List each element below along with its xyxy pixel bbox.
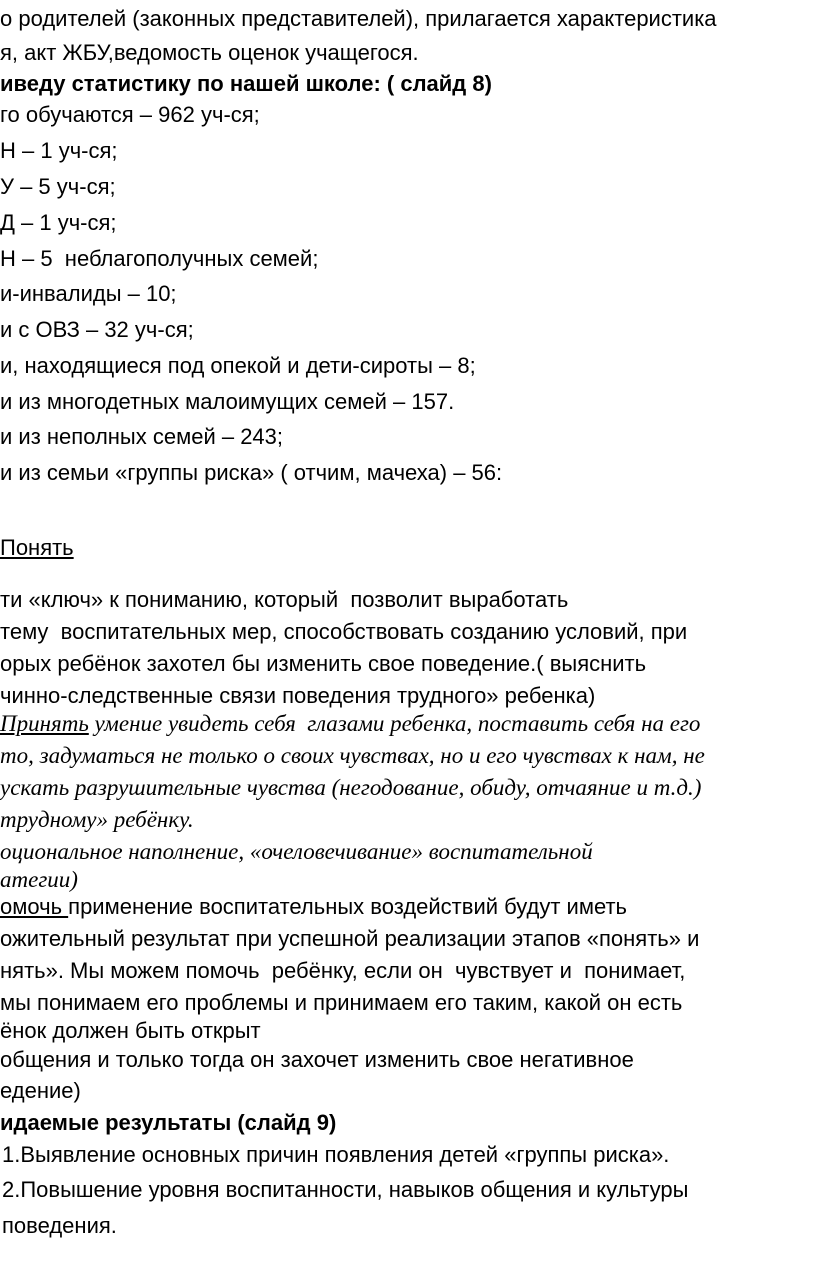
results-item: 1.Выявление основных причин появления детей «группы риска». <box>2 1142 670 1167</box>
stats-heading: иведу статистику по нашей школе: ( слайд 8) <box>0 71 492 96</box>
help-line: ожительный результат при успешной реализации этапов «понять» и <box>0 926 700 951</box>
stats-item: и-инвалиды – 10; <box>0 281 177 306</box>
help-line: общения и только тогда он захочет изменить свое негативное <box>0 1047 634 1072</box>
accept-line: то, задуматься не только о своих чувствах, но и его чувствах к нам, не <box>0 743 705 768</box>
accept-keyword: Принять <box>0 711 89 736</box>
stats-item: и из неполных семей – 243; <box>0 424 284 449</box>
understand-line: тему воспитательных мер, способствовать созданию условий, при <box>0 619 688 644</box>
help-line: ёнок должен быть открыт <box>0 1018 261 1043</box>
stats-item: Д – 1 уч-ся; <box>0 210 117 235</box>
accept-line-1-text: умение увидеть себя глазами ребенка, поставить себя на его <box>88 711 701 736</box>
stats-item: го обучаются – 962 уч-ся; <box>0 102 260 127</box>
results-item: поведения. <box>2 1213 117 1238</box>
stats-item: и из многодетных малоимущих семей – 157. <box>0 389 455 414</box>
stats-item: и из семьи «группы риска» ( отчим, мачеха) – 56: <box>0 460 503 485</box>
results-heading: идаемые результаты (слайд 9) <box>0 1110 337 1135</box>
help-line: едение) <box>0 1078 81 1103</box>
stats-item: и с ОВЗ – 32 уч-ся; <box>0 317 194 342</box>
accept-line: трудному» ребёнку. <box>0 807 194 832</box>
intro-line-1: о родителей (законных представителей), прилагается характеристика <box>0 6 717 31</box>
stats-item: и, находящиеся под опекой и дети-сироты – 8; <box>0 353 476 378</box>
understand-heading: Понять <box>0 535 74 560</box>
help-keyword: омочь <box>0 894 69 919</box>
results-item: 2.Повышение уровня воспитанности, навыков общения и культуры <box>2 1177 689 1202</box>
stats-item: Н – 5 неблагополучных семей; <box>0 246 319 271</box>
stats-item: У – 5 уч-ся; <box>0 174 116 199</box>
understand-line: ти «ключ» к пониманию, который позволит выработать <box>0 587 569 612</box>
intro-line-2: я, акт ЖБУ,ведомость оценок учащегося. <box>0 40 419 65</box>
accept-line-1 <box>0 707 700 741</box>
understand-line: чинно-следственные связи поведения трудного» ребенка) <box>0 683 596 708</box>
stats-item: Н – 1 уч-ся; <box>0 138 118 163</box>
accept-line: ускать разрушительные чувства (негодование, обиду, отчаяние и т.д.) <box>0 775 702 800</box>
help-line-1-text: применение воспитательных воздействий будут иметь <box>68 894 628 919</box>
help-line: мы понимаем его проблемы и принимаем его таким, какой он есть <box>0 990 683 1015</box>
help-line-1 <box>0 890 627 924</box>
help-line: нять». Мы можем помочь ребёнку, если он чувствует и понимает, <box>0 958 686 983</box>
understand-line: орых ребёнок захотел бы изменить свое поведение.( выяснить <box>0 651 647 676</box>
accept-line: оциональное наполнение, «очеловечивание» воспитательной <box>0 839 593 864</box>
accept-line: атегии) <box>0 867 78 892</box>
